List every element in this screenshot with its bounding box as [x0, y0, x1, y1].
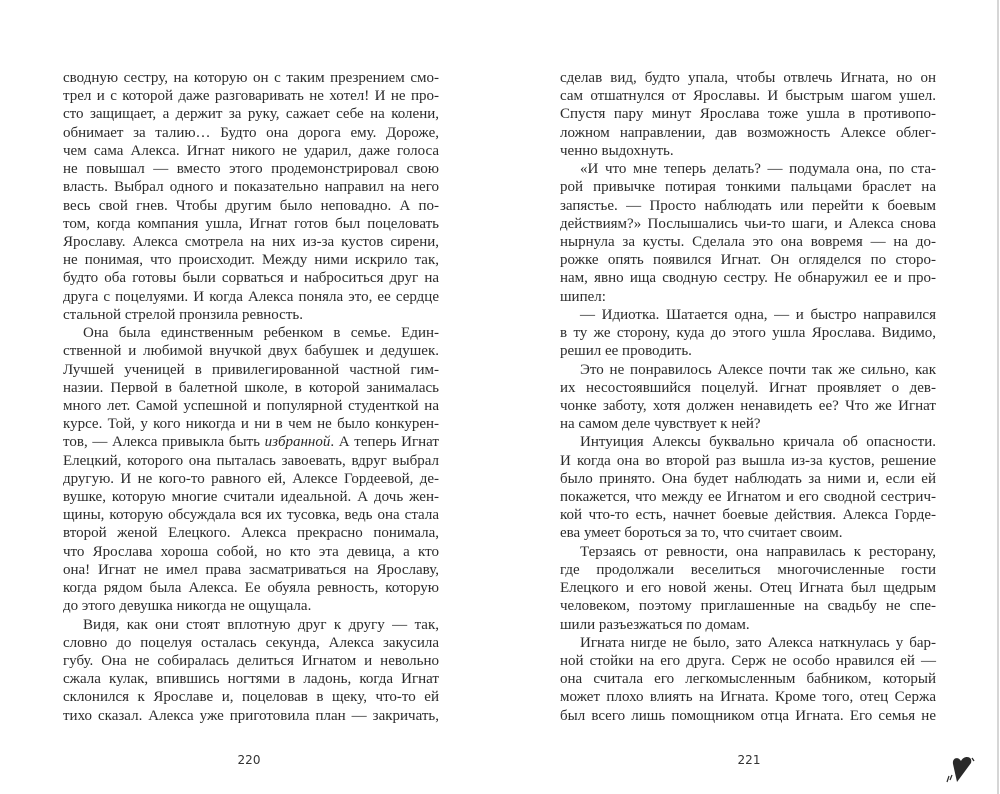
text-line: ной стойки на его друга. Серж не особо нравился ей —	[560, 653, 936, 669]
text-line: шипел:	[560, 288, 606, 305]
text-line: решил ее проводить.	[560, 343, 692, 360]
text-line: вушке, которую многие считали идеальной. А дочь жен-	[63, 489, 439, 506]
text-line: Терзаясь от ревности, она направилась к ресторану,	[580, 543, 936, 560]
text-line: не понимая, что происходит. Между ними искрило так,	[63, 252, 439, 269]
text-line: том, когда компания ушла, Игнат готов был поцеловать	[63, 215, 439, 232]
text-line: на самом деле чувствует к ней?	[560, 416, 761, 433]
text-line: запястье. — Просто наблюдать или перейти к боевым	[560, 197, 936, 214]
text-line: сам отшатнулся от Ярославы. И быстрым шагом ушел.	[560, 88, 936, 105]
page-number: 221	[737, 753, 761, 767]
text-line: может плохо влиять на Игната. Кроме того, отец Сержа	[560, 689, 936, 706]
text-line: было принято. Она будет наблюдать за ними и, если ей	[560, 470, 936, 487]
text-line: тихо сказал. Алекса уже приготовила план — закричать,	[63, 707, 439, 724]
text-line: склонился к Ярославе и, поцеловав в щеку, что-то ей	[63, 689, 439, 706]
text-line: власть. Выбрал одного и показательно направил на него	[63, 179, 439, 196]
text-line: человеком, поэтому приглашенные на свадьбу не спе-	[560, 598, 936, 615]
text-line: Елецкого и его новой жены. Отец Игната был щедрым	[560, 580, 936, 597]
text-line: сто защищает, а держит за руку, сажает себе на колени,	[63, 106, 439, 123]
text-line: стальной стрелой пронзила ревность.	[63, 306, 303, 323]
text-line: рожке опять появился Игнат. Он огляделся по сторо-	[560, 252, 936, 269]
right-page	[500, 0, 1000, 794]
text-line: их несостоявшийся поцелуй. Игнат проявляет о дев-	[560, 379, 936, 396]
text-line: другую. И не кого-то равного ей, Алексе Гордеевой, де-	[63, 470, 439, 487]
text-line: щины, которую обсуждала вся их тусовка, ведь она стала	[63, 507, 439, 524]
text-line: Елецкий, которого она пыталась завоевать, вдруг выбрал	[63, 452, 439, 469]
text-line: Интуиция Алексы буквально кричала об опасности.	[580, 434, 936, 451]
text-line: не повышал — вместо этого продемонстрировал свою	[63, 161, 439, 178]
text-line: шили разъезжаться по домам.	[560, 616, 750, 633]
text-line: Ярославу. Алекса смотрела на них из-за кустов сирени,	[63, 233, 439, 250]
text-line: губу. Она не собиралась делиться Игнатом и невольно	[63, 653, 439, 669]
text-line: где продолжали веселиться многочисленные гости	[560, 561, 936, 578]
text-line: Это не понравилось Алексе почти так же сильно, как	[580, 361, 936, 378]
text-line: ственной и любимой внучкой двух бабушек и дедушек.	[63, 343, 439, 360]
text-line: нырнула за кусты. Сделала это она вовремя — на до-	[560, 233, 936, 250]
text-line: курсе. Той, у кого никогда и ни в чем не было конкурен-	[63, 416, 439, 433]
text-segment: . А теперь Игнат	[330, 434, 439, 451]
page-edge-divider	[997, 0, 999, 794]
text-line: в ту же сторону, куда до этого ушла Ярослава. Видимо,	[560, 325, 936, 342]
text-line: «И что мне теперь делать? — подумала она, по ста-	[580, 161, 936, 178]
page-text	[560, 69, 936, 725]
text-line: она! Игнат не имел права засматриваться на Ярославу,	[63, 561, 439, 578]
text-line: обнимает за талию… Будто она дорога ему. Дороже,	[63, 124, 439, 141]
text-line: сводную сестру, на которую он с таким презрением смо-	[63, 70, 439, 86]
text-line: она считала его легкомысленным бабником, который	[560, 671, 936, 688]
text-segment: тов, — Алекса привыкла быть	[63, 434, 265, 451]
text-line: нам, явно ища сводную сестру. Не обнаружил ее и про-	[560, 270, 936, 287]
text-line: был всего лишь помощником отца Игната. Его семья не	[560, 707, 936, 724]
text-line: ченно выдохнуть.	[560, 142, 674, 159]
text-line: рой привычке потирая тонкими пальцами браслет на	[560, 179, 936, 196]
text-line: словно до поцелуя осталась секунда, Алекса закусила	[63, 634, 439, 651]
text-line: чонке заботу, хотя должен ненавидеть ее? Что же Игнат	[560, 397, 936, 414]
text-line: действиям?» Послышались чьи-то шаги, и Алекса снова	[560, 215, 936, 232]
text-line: Игната нигде не было, зато Алекса наткнулась у бар-	[580, 634, 936, 651]
text-line: будто оба готовы были сорваться и наброситься друг на	[63, 270, 439, 287]
heart-doodle-icon	[943, 752, 983, 788]
text-line: Она была единственным ребенком в семье. Един-	[83, 325, 439, 342]
text-line: Спустя пару минут Ярослава тоже ушла в противопо-	[560, 106, 936, 123]
text-line: сжала кулак, впившись ногтями в ладонь, когда Игнат	[63, 671, 439, 688]
text-line: И когда она во второй раз вышла из-за кустов, решение	[560, 452, 936, 469]
text-line: друга с поцелуями. И когда Алекса поняла это, ее сердце	[63, 288, 439, 305]
text-line: покажется, что между ее Игнатом и его сводной сестрич-	[560, 489, 936, 506]
text-line: Лучшей ученицей в привилегированной частной гим-	[63, 361, 439, 378]
text-line: когда рядом была Алекса. Ее обуяла ревность, которую	[63, 580, 439, 597]
text-line: — Идиотка. Шатается одна, — и быстро направился	[580, 306, 936, 323]
text-line: Видя, как они стоят вплотную друг к другу — так,	[83, 616, 439, 633]
text-line: чем сама Алекса. Игнат никого не ударил, даже голоса	[63, 142, 439, 159]
emphasized-text: избранной	[264, 434, 331, 451]
page-number: 220	[237, 753, 261, 767]
text-line: что Ярослава хороша собой, но кто эта девица, а кто	[63, 543, 439, 560]
text-line: ложном направлении, дав возможность Алексе облег-	[560, 124, 936, 141]
text-line: кой что-то есть, начнет боевые действия. Алекса Горде-	[560, 507, 936, 524]
text-line: до этого девушка никогда не ощущала.	[63, 598, 312, 615]
text-line: много лет. Самой успешной и популярной студенткой на	[63, 397, 439, 414]
text-line: сделав вид, будто упала, чтобы отвлечь Игната, но он	[560, 70, 936, 86]
text-line: назии. Первой в балетной школе, в которой занималась	[63, 379, 439, 396]
page-text	[63, 69, 439, 725]
text-line: трел и с которой даже разговаривать не хотел! И не про-	[63, 88, 439, 105]
text-line: второй женой Елецкого. Алекса прекрасно понимала,	[63, 525, 439, 542]
text-line	[63, 433, 439, 451]
text-line: ева умеет бороться за то, что считает своим.	[560, 525, 843, 542]
text-line: весь свой гнев. Чтобы другим было неповадно. А по-	[63, 197, 439, 214]
